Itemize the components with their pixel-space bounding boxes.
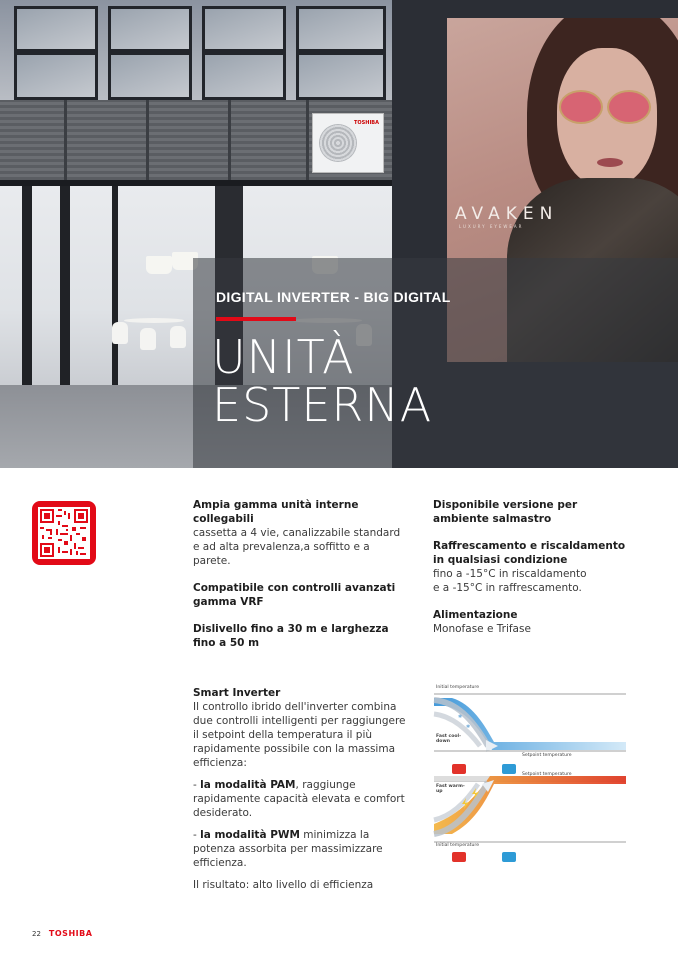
smart-inverter-section: [193, 686, 408, 900]
window: [202, 52, 286, 100]
diagram-label: Fast warm-up: [436, 784, 465, 794]
diagram-label: Initial temperature: [436, 685, 480, 690]
ac-unit-logo: TOSHIBA: [354, 120, 379, 126]
feature-text: cassetta a 4 vie, canalizzabile standard e ad alta prevalenza,a soffitto e a parete.: [193, 527, 401, 567]
diagram-label: Setpoint temperature: [522, 753, 572, 758]
pwm-prefix: -: [193, 829, 201, 841]
chair: [112, 322, 128, 344]
feature-title: Alimentazione: [433, 609, 518, 621]
chair: [140, 328, 156, 350]
pendant-lamp: [146, 256, 172, 274]
feature-title: Raffrescamento e riscaldamento in qualsiasi condizione: [433, 540, 626, 566]
diagram-label: Setpoint temperature: [522, 772, 572, 777]
smart-inverter-result: Il risultato: alto livello di efficienza: [193, 879, 374, 891]
pam-item: [193, 778, 408, 820]
feature-block: [193, 622, 403, 650]
page-title-line2: ESTERNA: [212, 378, 433, 432]
pwm-item: [193, 828, 408, 870]
diagram-label: Fast cool-down: [436, 734, 462, 744]
feature-block: [193, 581, 403, 609]
window: [202, 6, 286, 52]
pam-prefix: -: [193, 779, 201, 791]
window: [108, 52, 192, 100]
smart-inverter-intro: Il controllo ibrido dell'inverter combina due controlli intelligenti per raggiungere il setpoint della temperatura il più rapidamente possibile con la massima efficienza:: [193, 701, 406, 769]
feature-title: Dislivello fino a 30 m e larghezza fino a 50 m: [193, 623, 389, 649]
accent-bar: [216, 317, 296, 321]
poster-model-lips: [597, 158, 623, 167]
page-title-line1: UNITÀ: [212, 330, 355, 384]
page-footer: [32, 929, 92, 938]
feature-block: [433, 498, 633, 526]
feature-block: [433, 608, 633, 636]
window: [14, 6, 98, 52]
feature-block: [433, 539, 633, 595]
sunglasses-lens: [607, 90, 651, 124]
chair: [170, 326, 186, 348]
door-frame: [60, 186, 70, 391]
section-kicker: DIGITAL INVERTER - BIG DIGITAL: [216, 289, 451, 305]
window: [14, 52, 98, 100]
feature-title: Ampia gamma unità interne collegabili: [193, 499, 359, 525]
poster-tagline: LUXURY EYEWEAR: [459, 224, 524, 229]
sunglasses-lens: [559, 90, 603, 124]
window: [296, 6, 386, 52]
feature-title: Compatibile con controlli avanzati gamma VRF: [193, 582, 396, 608]
features-right-column: [433, 498, 633, 649]
feature-text: Monofase e Trifase: [433, 623, 531, 635]
diagram-label: Initial temperature: [436, 843, 480, 848]
pwm-text: minimizza la potenza assorbita per massimizzare efficienza.: [193, 829, 383, 869]
svg-text:✱: ✱: [466, 724, 471, 730]
qr-code-pattern: [38, 507, 90, 559]
door-frame: [22, 186, 32, 391]
window: [108, 6, 192, 52]
feature-text: e a -15°C in raffrescamento.: [433, 582, 582, 594]
cafe-table: [124, 318, 184, 323]
poster-brand: AVAKEN: [455, 204, 559, 224]
window: [296, 52, 386, 100]
feature-text: fino a -15°C in riscaldamento: [433, 568, 587, 580]
svg-text:✱: ✱: [458, 714, 463, 720]
fan-icon: [319, 124, 357, 162]
inverter-diagram: [432, 684, 628, 868]
page-number: 22: [32, 930, 41, 938]
pam-text: , raggiunge rapidamente capacità elevata e comfort desiderato.: [193, 779, 405, 819]
footer-logo: TOSHIBA: [48, 929, 93, 938]
page-title: [212, 330, 433, 432]
smart-inverter-title: Smart Inverter: [193, 687, 281, 699]
qr-code[interactable]: [32, 501, 96, 565]
outdoor-ac-unit: [312, 113, 384, 173]
pam-label: la modalità PAM: [200, 779, 296, 791]
features-left-column: [193, 498, 403, 663]
feature-block: [193, 498, 403, 568]
door-frame: [112, 186, 118, 391]
feature-title: Disponibile versione per ambiente salmastro: [433, 499, 578, 525]
pwm-label: la modalità PWM: [200, 829, 300, 841]
